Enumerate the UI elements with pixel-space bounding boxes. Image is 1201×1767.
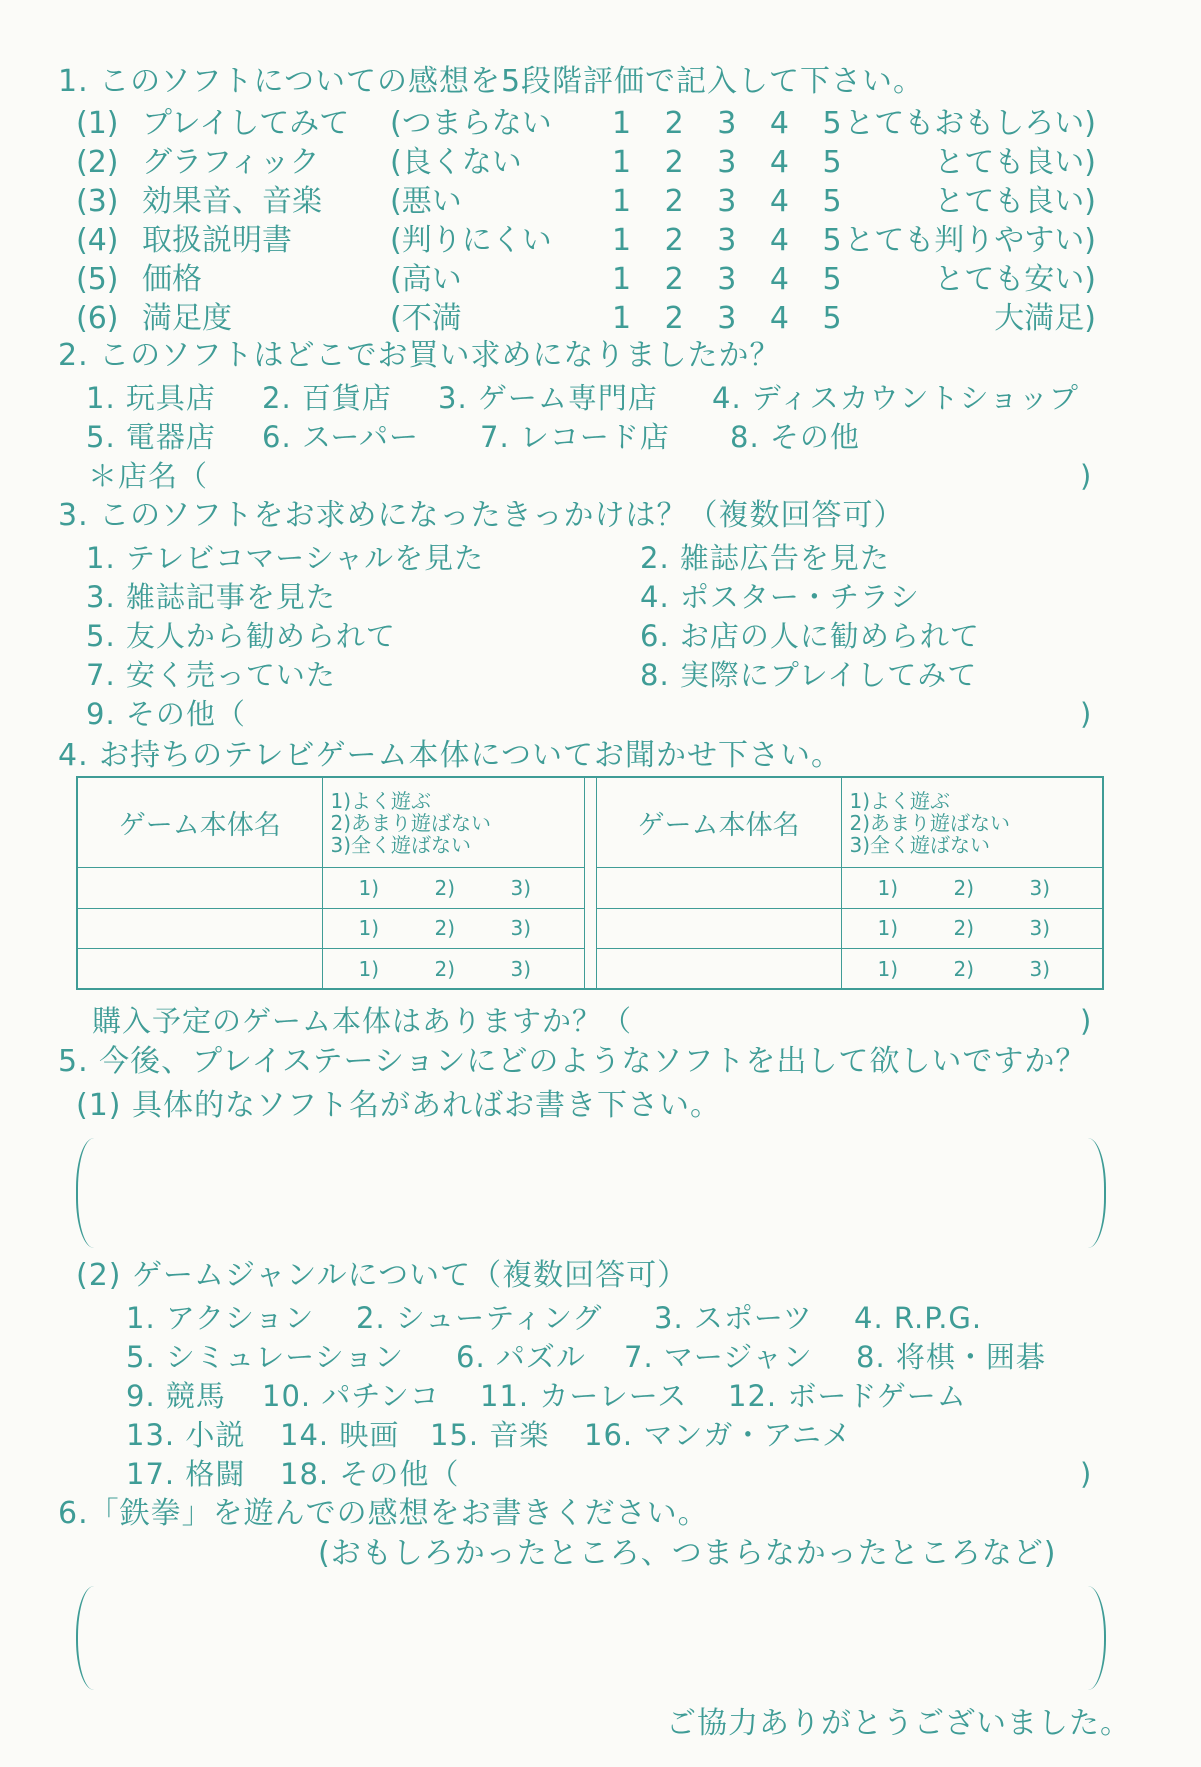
- console-name-input[interactable]: [77, 868, 322, 908]
- frequency-choices[interactable]: 1) 2) 3): [841, 949, 1103, 989]
- genre-5[interactable]: 5. シミュレーション: [126, 1340, 405, 1374]
- q5-sub1: (1) 具体的なソフト名があればお書き下さい。: [76, 1088, 722, 1123]
- q1-scale[interactable]: 1 2 3 4 5: [612, 145, 854, 180]
- q1-low-label: (つまらない: [390, 106, 552, 141]
- q4-planned-close: ): [1080, 1004, 1093, 1038]
- q1-item-label: 取扱説明書: [142, 223, 292, 258]
- q6-comments-box[interactable]: [76, 1586, 1106, 1690]
- q1-item-number: (4): [76, 223, 119, 258]
- q1-item-number: (6): [76, 301, 119, 336]
- q2-option-3[interactable]: 3. ゲーム専門店: [438, 381, 658, 415]
- frequency-choices[interactable]: 1) 2) 3): [841, 868, 1103, 908]
- console-name-header-right: ゲーム本体名: [596, 777, 841, 868]
- q1-item-label: 価格: [142, 262, 202, 297]
- q1-item-label: 効果音、音楽: [142, 184, 322, 219]
- q1-rating-row: [0, 145, 1201, 181]
- console-name-input[interactable]: [77, 949, 322, 989]
- play-frequency-header-right: 1)よく遊ぶ 2)あまり遊ばない 3)全く遊ばない: [841, 777, 1103, 868]
- q1-rating-row: [0, 106, 1201, 142]
- genre-2[interactable]: 2. シューティング: [356, 1301, 603, 1335]
- q1-title: 1. このソフトについての感想を5段階評価で記入して下さい。: [58, 64, 925, 99]
- q1-item-label: グラフィック: [142, 145, 320, 180]
- q1-low-label: (良くない: [390, 145, 522, 180]
- console-table: [76, 776, 1104, 990]
- genre-13[interactable]: 13. 小説: [126, 1418, 246, 1452]
- thanks-message: ご協力ありがとうございました。: [666, 1706, 1131, 1741]
- q2-store-close: ): [1080, 459, 1093, 493]
- q1-item-number: (2): [76, 145, 119, 180]
- q6-subtitle: (おもしろかったところ、つまらなかったところなど): [318, 1536, 1057, 1571]
- q3-title: 3. このソフトをお求めになったきっかけは？（複数回答可）: [58, 498, 905, 533]
- q2-option-5[interactable]: 5. 電器店: [86, 420, 216, 454]
- genre-14[interactable]: 14. 映画: [280, 1418, 400, 1452]
- play-frequency-header-left: 1)よく遊ぶ 2)あまり遊ばない 3)全く遊ばない: [322, 777, 584, 868]
- q3-option-2[interactable]: 2. 雑誌広告を見た: [640, 541, 890, 575]
- q2-option-7[interactable]: 7. レコード店: [480, 420, 670, 454]
- q1-scale[interactable]: 1 2 3 4 5: [612, 301, 854, 336]
- q1-low-label: (悪い: [390, 184, 462, 219]
- q1-rating-row: [0, 223, 1201, 259]
- q2-option-1[interactable]: 1. 玩具店: [86, 381, 216, 415]
- q6-title: 6.「鉄拳」を遊んでの感想をお書きください。: [58, 1496, 709, 1531]
- q2-store-label: ＊店名（: [88, 459, 209, 493]
- q1-low-label: (判りにくい: [390, 223, 552, 258]
- q3-other-close: ): [1080, 697, 1093, 731]
- q1-scale[interactable]: 1 2 3 4 5: [612, 223, 854, 258]
- q1-high-label: とても安い): [934, 262, 1096, 297]
- genre-6[interactable]: 6. パズル: [456, 1340, 586, 1374]
- q2-option-4[interactable]: 4. ディスカウントショップ: [712, 381, 1079, 415]
- q1-low-label: (高い: [390, 262, 462, 297]
- q1-scale[interactable]: 1 2 3 4 5: [612, 262, 854, 297]
- q1-scale[interactable]: 1 2 3 4 5: [612, 106, 854, 141]
- q1-rating-row: [0, 301, 1201, 337]
- frequency-choices[interactable]: 1) 2) 3): [322, 908, 584, 948]
- table-divider: [584, 777, 596, 989]
- frequency-choices[interactable]: 1) 2) 3): [841, 908, 1103, 948]
- genre-15[interactable]: 15. 音楽: [430, 1418, 550, 1452]
- q4-planned-purchase: 購入予定のゲーム本体はありますか？（: [92, 1004, 633, 1038]
- genre-1[interactable]: 1. アクション: [126, 1301, 315, 1335]
- q1-high-label: 大満足): [994, 301, 1096, 336]
- q5-sub2: (2) ゲームジャンルについて（複数回答可）: [76, 1258, 689, 1293]
- q4-title: 4. お持ちのテレビゲーム本体についてお聞かせ下さい。: [58, 738, 842, 773]
- genre-3[interactable]: 3. スポーツ: [654, 1301, 813, 1335]
- q3-option-4[interactable]: 4. ポスター・チラシ: [640, 580, 920, 614]
- q3-option-9[interactable]: 9. その他（: [86, 697, 246, 731]
- genre-11[interactable]: 11. カーレース: [480, 1379, 688, 1413]
- q1-item-label: 満足度: [142, 301, 232, 336]
- q1-rating-row: [0, 262, 1201, 298]
- genre-4[interactable]: 4. R.P.G.: [854, 1301, 983, 1335]
- console-name-input[interactable]: [596, 908, 841, 948]
- console-name-header-left: ゲーム本体名: [77, 777, 322, 868]
- genre-7[interactable]: 7. マージャン: [624, 1340, 813, 1374]
- genre-9[interactable]: 9. 競馬: [126, 1379, 226, 1413]
- q3-option-3[interactable]: 3. 雑誌記事を見た: [86, 580, 336, 614]
- q5-software-name-box[interactable]: [76, 1138, 1106, 1248]
- q1-item-number: (1): [76, 106, 119, 141]
- q2-option-2[interactable]: 2. 百貨店: [262, 381, 392, 415]
- q1-high-label: とてもおもしろい): [844, 106, 1096, 141]
- q2-option-8[interactable]: 8. その他: [730, 420, 860, 454]
- genre-16[interactable]: 16. マンガ・アニメ: [584, 1418, 852, 1452]
- q3-option-8[interactable]: 8. 実際にプレイしてみて: [640, 658, 978, 692]
- q3-option-1[interactable]: 1. テレビコマーシャルを見た: [86, 541, 485, 575]
- q1-rating-row: [0, 184, 1201, 220]
- genre-8[interactable]: 8. 将棋・囲碁: [856, 1340, 1046, 1374]
- frequency-choices[interactable]: 1) 2) 3): [322, 868, 584, 908]
- q5-title: 5. 今後、プレイステーションにどのようなソフトを出して欲しいですか？: [58, 1044, 1087, 1079]
- q1-high-label: とても良い): [934, 145, 1096, 180]
- q1-item-number: (3): [76, 184, 119, 219]
- q3-option-6[interactable]: 6. お店の人に勧められて: [640, 619, 980, 653]
- genre-18[interactable]: 18. その他（: [280, 1457, 460, 1491]
- q1-high-label: とても判りやすい): [844, 223, 1096, 258]
- q3-option-5[interactable]: 5. 友人から勧められて: [86, 619, 396, 653]
- q1-item-label: プレイしてみて: [142, 106, 350, 141]
- genre-12[interactable]: 12. ボードゲーム: [728, 1379, 967, 1413]
- q3-option-7[interactable]: 7. 安く売っていた: [86, 658, 336, 692]
- console-name-input[interactable]: [596, 868, 841, 908]
- q1-item-number: (5): [76, 262, 119, 297]
- genre-17[interactable]: 17. 格闘: [126, 1457, 246, 1491]
- q2-title: 2. このソフトはどこでお買い求めになりましたか？: [58, 338, 781, 373]
- genre-other-close: ): [1080, 1457, 1093, 1491]
- console-name-input[interactable]: [596, 949, 841, 989]
- q2-option-6[interactable]: 6. スーパー: [262, 420, 419, 454]
- console-name-input[interactable]: [77, 908, 322, 948]
- q1-scale[interactable]: 1 2 3 4 5: [612, 184, 854, 219]
- q1-high-label: とても良い): [934, 184, 1096, 219]
- genre-10[interactable]: 10. パチンコ: [262, 1379, 440, 1413]
- q1-low-label: (不満: [390, 301, 462, 336]
- frequency-choices[interactable]: 1) 2) 3): [322, 949, 584, 989]
